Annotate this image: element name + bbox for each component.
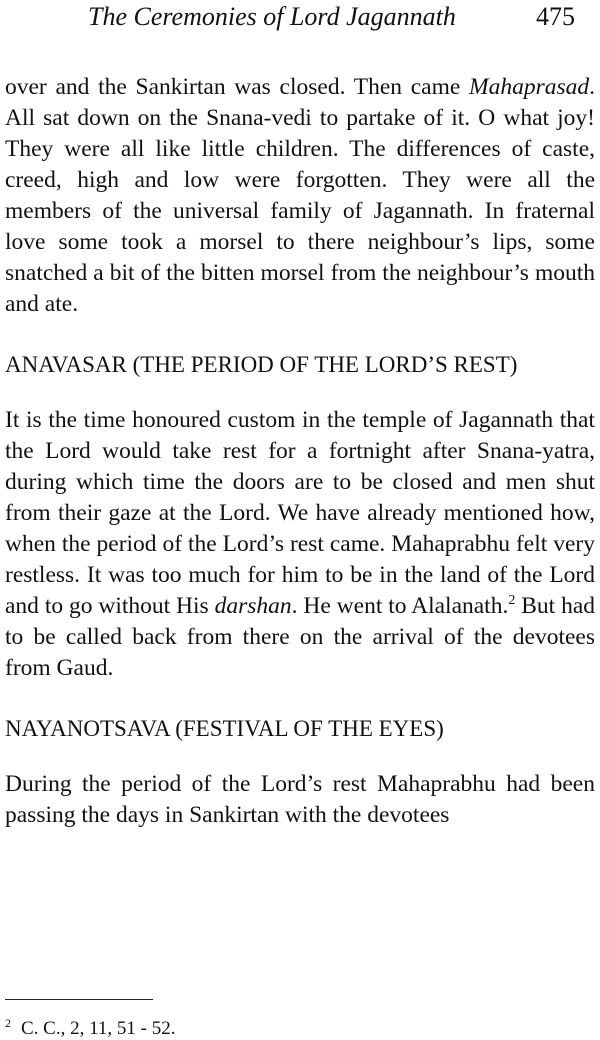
- footnote-mark: 2: [5, 1016, 11, 1030]
- section-heading-anavasar: ANAVASAR (THE PERIOD OF THE LORD’S REST): [5, 352, 518, 377]
- emphasis-mahaprasad: Mahaprasad: [469, 74, 590, 100]
- running-header: [0, 0, 600, 36]
- paragraph-nayanotsava: During the period of the Lord’s rest Mahaprabhu had been passing the days in Sankirtan with the devotees: [5, 771, 595, 828]
- page-number: 475: [536, 2, 575, 31]
- footnote-divider: [5, 999, 153, 1000]
- footnote-text: C. C., 2, 11, 51 - 52.: [21, 1018, 176, 1039]
- section-heading-nayanotsava: NAYANOTSAVA (FESTIVAL OF THE EYES): [5, 716, 444, 741]
- footnote-reference[interactable]: 2: [508, 593, 516, 608]
- emphasis-darshan: darshan: [214, 593, 292, 619]
- footnote: [5, 1012, 175, 1040]
- paragraph-continuation: over and the Sankirtan was closed. Then came Mahaprasad. All sat down on the Snana-vedi to partake of it. O what joy! They were all like little children. The differences of caste, creed, high and low were forgotten. They were all the members of the universal family of Jagannath. In fraternal love some took a morsel to there neighbour’s lips, some snatched a bit of the bitten morsel from the neighbour’s mouth and ate.: [5, 74, 595, 317]
- running-title: The Ceremonies of Lord Jagannath: [88, 2, 456, 31]
- page-body: [5, 72, 595, 831]
- paragraph-anavasar: It is the time honoured custom in the temple of Jagannath that the Lord would take rest for a fortnight after Snana-yatra, during which time the doors are to be closed and men shut from their gaze at the Lord. We have already mentioned how, when the period of the Lord’s rest came. Mahaprabhu felt very restless. It was too much for him to be in the land of the Lord and to go without His darshan. He went to Alalanath.$^2$ But had to be called back from there on the arrival of the devotees from Gaud.: [5, 407, 595, 681]
